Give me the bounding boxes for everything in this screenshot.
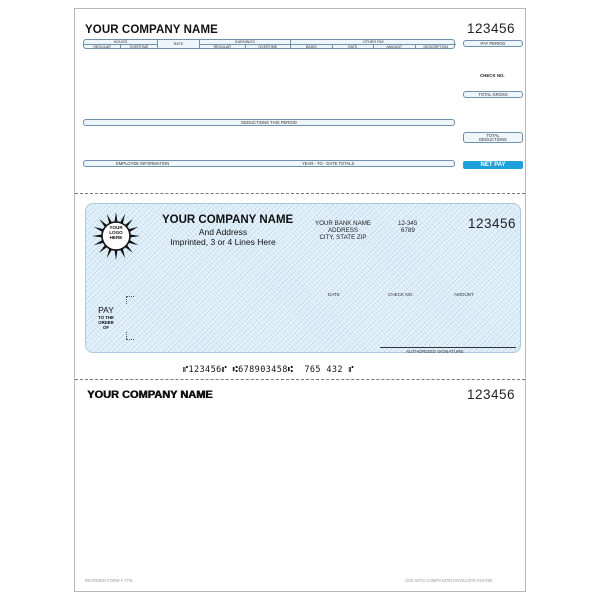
other-pay-label: OTHER PAY (362, 40, 385, 44)
hours-overtime-label: OVERTIME (120, 45, 157, 48)
earnings-header-row (83, 39, 455, 49)
hours-label: HOURS (113, 40, 128, 44)
ytd-totals-label: YEAR - TO - DATE TOTALS (302, 161, 355, 166)
routing-line-2: 6789 (401, 227, 415, 234)
signature-line (380, 347, 516, 348)
date-label: DATE (328, 292, 340, 297)
hours-header (84, 40, 158, 48)
payee-bracket-top (126, 296, 134, 304)
logo-line-1: YOUR (109, 225, 123, 230)
bank-info (312, 220, 374, 241)
earnings-label: EARNINGS (235, 40, 255, 44)
routing-line-1: 12-345 (398, 220, 418, 227)
employee-info-row (83, 160, 455, 167)
total-gross-label: TOTAL GROSS (463, 91, 523, 98)
micr-line: ⑈123456⑈ ⑆678903458⑆ 765 432 ⑈ (183, 365, 354, 375)
companion-envelope-text: USE WITH COMPANION ENVELOPE #44-006 (405, 578, 493, 583)
hours-regular-label: REGULAR (93, 45, 111, 49)
address-line-1: And Address (198, 227, 248, 237)
total-deductions-line1: TOTAL (486, 132, 500, 138)
authorized-signature-label: AUTHORIZED SIGNATURE (406, 349, 464, 354)
check-form-sheet (74, 8, 526, 592)
check-number: 123456 (468, 216, 517, 231)
logo-line-2: LOGO (109, 230, 123, 236)
of-label: OF (103, 325, 109, 330)
logo-line-3: HERE (109, 235, 123, 241)
amount-field-label: AMOUNT (454, 292, 474, 297)
logo-text (104, 225, 128, 241)
payee-bracket-bottom (126, 332, 134, 340)
bank-city-state-zip: CITY, STATE ZIP (319, 234, 367, 241)
to-the-label: TO THE (98, 315, 114, 320)
order-label: ORDER (98, 320, 114, 325)
stub-check-number: 123456 (467, 21, 516, 36)
stub-company-name: YOUR COMPANY NAME (85, 24, 218, 36)
perforation-line-bottom (75, 379, 525, 380)
address-line-2: Imprinted, 3 or 4 Lines Here (170, 237, 276, 247)
pay-to-the-order-of (92, 305, 120, 330)
earnings-header (200, 40, 291, 48)
routing-fraction (398, 220, 417, 234)
earnings-overtime-label: OVERTIME (245, 45, 291, 48)
pay-period-label: PAY PERIOD (463, 40, 523, 47)
check-company-name: YOUR COMPANY NAME (162, 214, 294, 226)
description-label: DESCRIPTION (415, 45, 457, 48)
bottom-company-name: YOUR COMPANY NAME (87, 389, 213, 401)
employee-information-label: EMPLOYEE INFORMATION (116, 161, 170, 166)
deductions-header: DEDUCTIONS THIS PERIOD (83, 119, 455, 126)
total-deductions-line2: DEDUCTIONS (479, 137, 507, 143)
bank-name: YOUR BANK NAME (314, 220, 372, 227)
reorder-form-text: REORDER FORM # 770L (85, 578, 134, 583)
logo-placeholder (90, 210, 142, 262)
check-company-address (158, 227, 288, 247)
check-no-field-label: CHECK NO. (388, 292, 414, 297)
bottom-check-number: 123456 (467, 387, 516, 402)
earnings-regular-label: REGULAR (213, 45, 231, 49)
net-pay-label: NET PAY (463, 161, 523, 169)
other-rate-label: RATE (332, 45, 374, 48)
check-no-label: CHECK NO. (480, 73, 505, 78)
amount-label: AMOUNT (373, 45, 415, 48)
basis-label: BASIS (305, 45, 317, 49)
check-body (85, 203, 521, 353)
perforation-line-top (75, 193, 525, 194)
total-deductions-label (463, 132, 523, 143)
other-pay-header (291, 40, 456, 48)
rate-header: RATE (158, 40, 200, 48)
pay-label: PAY (98, 305, 114, 315)
bank-address: ADDRESS (328, 227, 358, 234)
